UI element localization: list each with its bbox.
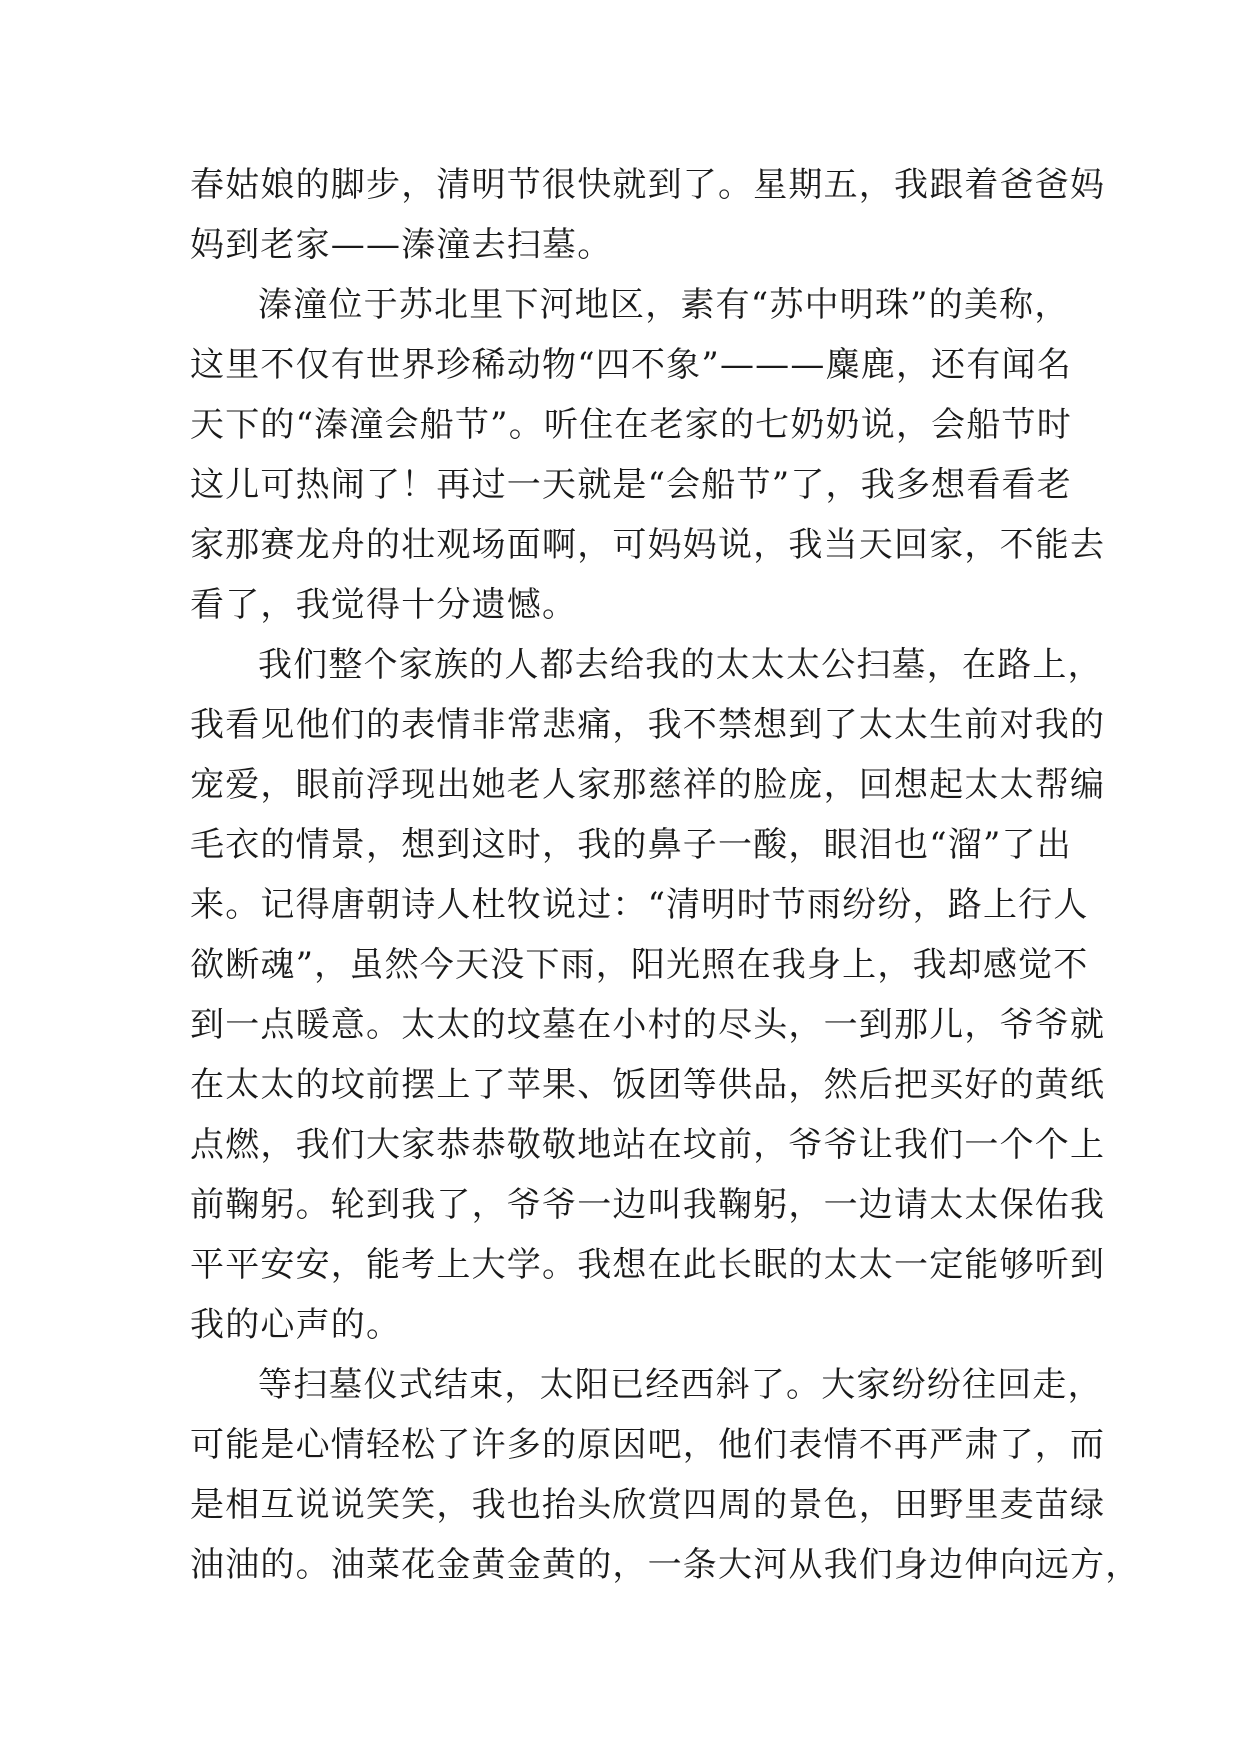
text-line: 可能是心情轻松了许多的原因吧，他们表情不再严肃了，而: [190, 1425, 1106, 1465]
text-line: 宠爱，眼前浮现出她老人家那慈祥的脸庞，回想起太太帮编: [190, 765, 1106, 805]
text-line: 是相互说说笑笑，我也抬头欣赏四周的景色，田野里麦苗绿: [190, 1485, 1106, 1525]
body-text: [190, 155, 1141, 1595]
paragraph-start-line: 溱潼位于苏北里下河地区，素有“苏中明珠”的美称，: [258, 285, 1070, 325]
text-line: 家那赛龙舟的壮观场面啊，可妈妈说，我当天回家，不能去: [190, 525, 1106, 565]
text-line: 平平安安，能考上大学。我想在此长眠的太太一定能够听到: [190, 1245, 1106, 1285]
text-line: 来。记得唐朝诗人杜牧说过：“清明时节雨纷纷，路上行人: [190, 885, 1089, 925]
text-line: 欲断魂”，虽然今天没下雨，阳光照在我身上，我却感觉不: [190, 945, 1089, 985]
text-line: 妈到老家——溱潼去扫墓。: [190, 225, 613, 265]
text-line: 点燃，我们大家恭恭敬敬地站在坟前，爷爷让我们一个个上: [190, 1125, 1106, 1165]
text-line: 到一点暖意。太太的坟墓在小村的尽头，一到那儿，爷爷就: [190, 1005, 1106, 1045]
text-line: 油油的。油菜花金黄金黄的，一条大河从我们身边伸向远方，: [190, 1545, 1141, 1585]
text-line: 在太太的坟前摆上了苹果、饭团等供品，然后把买好的黄纸: [190, 1065, 1106, 1105]
paragraph-start-line: 我们整个家族的人都去给我的太太太公扫墓，在路上，: [258, 645, 1103, 685]
text-line: 天下的“溱潼会船节”。听住在老家的七奶奶说，会船节时: [190, 405, 1072, 445]
text-line: 我看见他们的表情非常悲痛，我不禁想到了太太生前对我的: [190, 705, 1106, 745]
text-line: 我的心声的。: [190, 1305, 402, 1345]
text-line: 这里不仅有世界珍稀动物“四不象”———麋鹿，还有闻名: [190, 345, 1072, 385]
text-line: 春姑娘的脚步，清明节很快就到了。星期五，我跟着爸爸妈: [190, 165, 1106, 205]
text-line: 前鞠躬。轮到我了，爷爷一边叫我鞠躬，一边请太太保佑我: [190, 1185, 1106, 1225]
paragraph-start-line: 等扫墓仪式结束，太阳已经西斜了。大家纷纷往回走，: [258, 1365, 1103, 1405]
text-line: 看了，我觉得十分遗憾。: [190, 585, 578, 625]
text-line: 毛衣的情景，想到这时，我的鼻子一酸，眼泪也“溜”了出: [190, 825, 1072, 865]
text-line: 这儿可热闹了！再过一天就是“会船节”了，我多想看看老: [190, 465, 1072, 505]
